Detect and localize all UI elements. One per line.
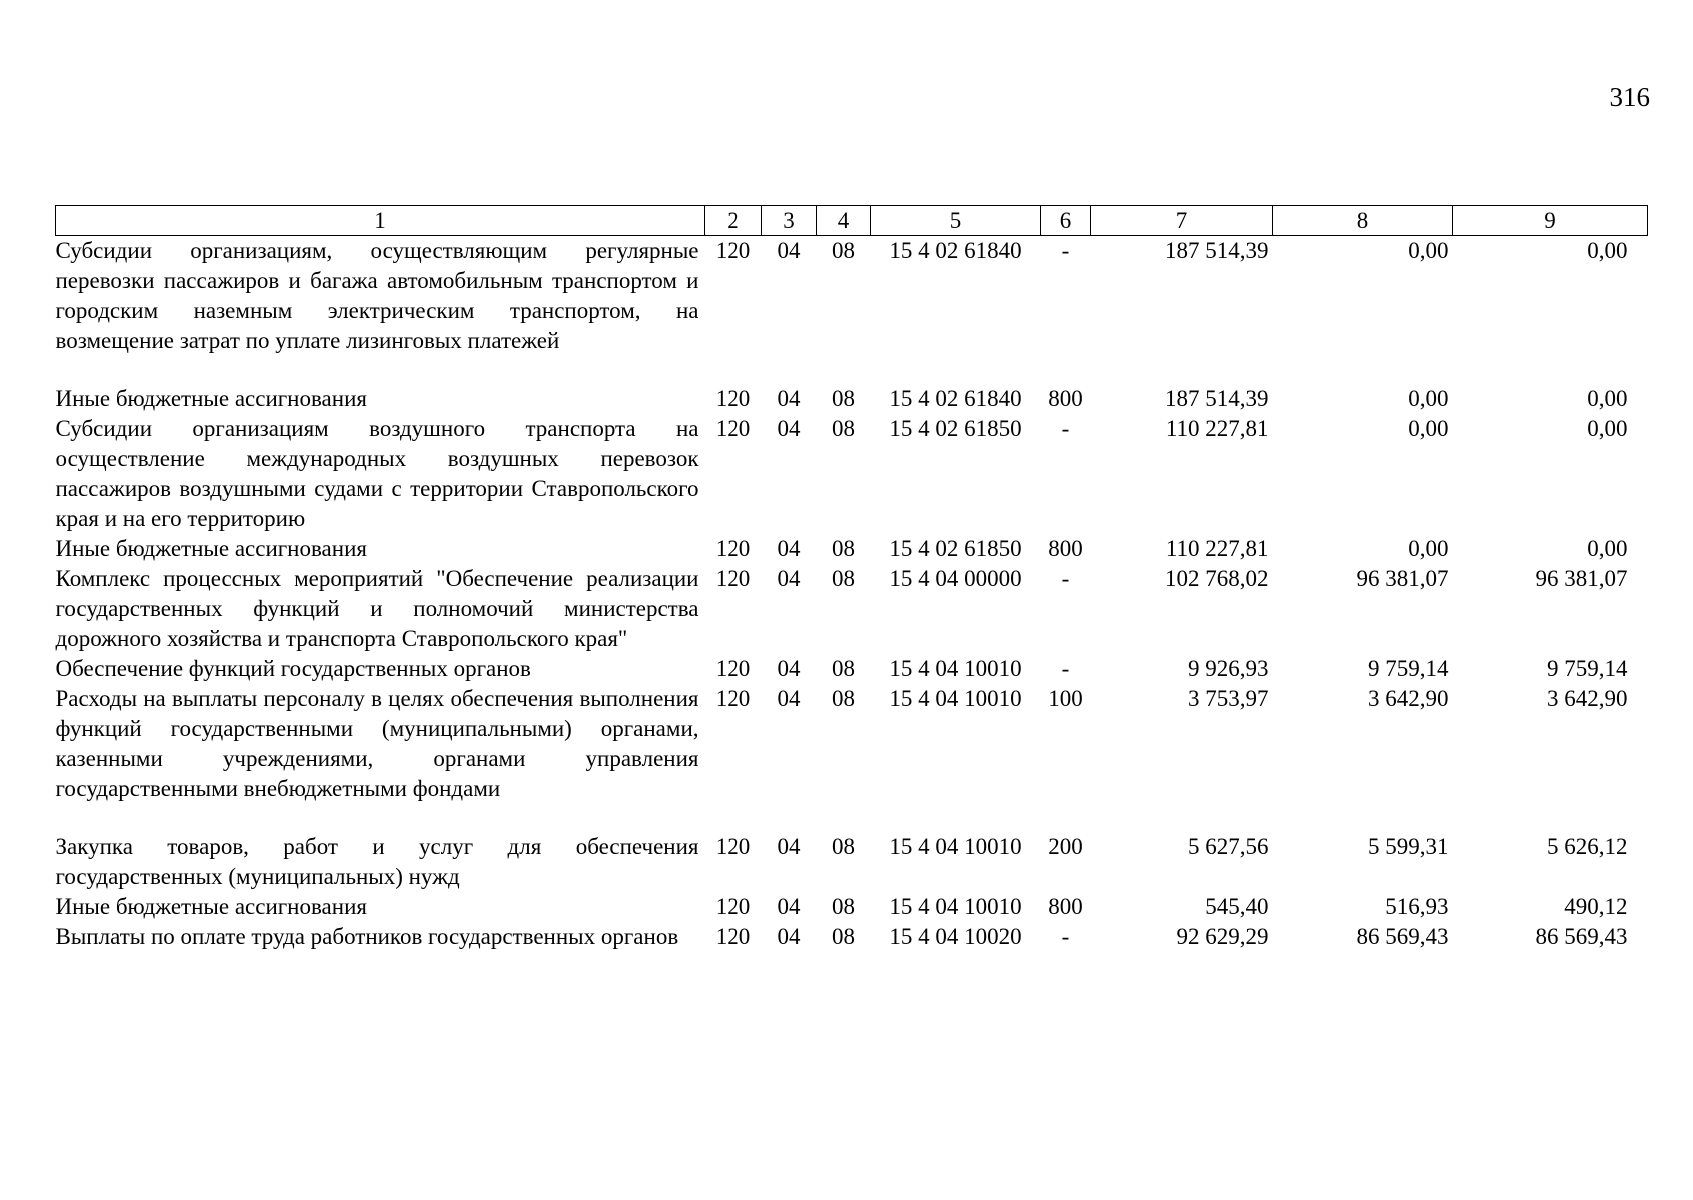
cell-col6: -	[1061, 566, 1070, 591]
cell-col5: 15 4 04 10010	[889, 894, 1022, 919]
cell-col8: 96 381,07	[1356, 566, 1449, 591]
cell-col2: 120	[715, 686, 751, 711]
cell-col7: 102 768,02	[1165, 566, 1269, 591]
table-header-row	[56, 206, 1648, 236]
cell-col8: 0,00	[1408, 536, 1449, 561]
cell-col4: 08	[832, 656, 855, 681]
header-cell: 3	[762, 206, 817, 236]
cell-col9: 0,00	[1587, 386, 1628, 411]
row-name: Иные бюджетные ассигнования	[55, 386, 367, 411]
cell-col3: 04	[777, 386, 801, 411]
cell-col9: 0,00	[1587, 238, 1628, 263]
cell-col6: 100	[1048, 686, 1083, 711]
cell-col4: 08	[832, 894, 855, 919]
header-cell: 7	[1091, 206, 1273, 236]
table-row	[56, 922, 1648, 952]
row-name: Выплаты по оплате труда работников государственных органов	[55, 924, 679, 949]
table-row	[56, 534, 1648, 564]
cell-col8: 0,00	[1408, 416, 1449, 441]
budget-table	[55, 205, 1648, 952]
cell-col6: -	[1061, 416, 1070, 441]
table-row	[56, 564, 1648, 654]
cell-col8: 516,93	[1385, 894, 1449, 919]
cell-col7: 3 753,97	[1188, 686, 1269, 711]
cell-col6: 200	[1048, 834, 1083, 859]
cell-col2: 120	[715, 924, 751, 949]
cell-col7: 545,40	[1205, 894, 1269, 919]
cell-col9: 0,00	[1587, 536, 1628, 561]
table-row	[56, 684, 1648, 832]
cell-col4: 08	[832, 386, 855, 411]
cell-col9: 86 569,43	[1535, 924, 1628, 949]
cell-col9: 5 626,12	[1547, 834, 1628, 859]
table-row	[56, 414, 1648, 534]
cell-col3: 04	[777, 834, 801, 859]
cell-col5: 15 4 02 61840	[889, 238, 1022, 263]
row-name: Субсидии организациям воздушного транспорта на осуществление международных воздушных перевозок пассажиров воздушными судами с территории Ставропольского края и на его территорию	[55, 416, 699, 531]
header-cell: 6	[1041, 206, 1091, 236]
cell-col8: 0,00	[1408, 238, 1449, 263]
cell-col2: 120	[715, 834, 751, 859]
table-row	[56, 832, 1648, 892]
cell-col3: 04	[777, 238, 801, 263]
cell-col6: -	[1061, 238, 1070, 263]
row-name: Комплекс процессных мероприятий "Обеспечение реализации государственных функций и полномочий министерства дорожного хозяйства и транспорта Ставропольского края"	[55, 566, 699, 651]
cell-col2: 120	[715, 238, 751, 263]
row-name: Иные бюджетные ассигнования	[55, 536, 367, 561]
cell-col7: 110 227,81	[1165, 536, 1269, 561]
cell-col5: 15 4 04 10010	[889, 834, 1022, 859]
cell-col7: 92 629,29	[1176, 924, 1269, 949]
cell-col7: 187 514,39	[1165, 238, 1269, 263]
cell-col8: 0,00	[1408, 386, 1449, 411]
cell-col4: 08	[832, 686, 855, 711]
cell-col3: 04	[777, 416, 801, 441]
cell-col6: -	[1061, 924, 1070, 949]
cell-col8: 86 569,43	[1356, 924, 1449, 949]
row-name: Расходы на выплаты персоналу в целях обеспечения выполнения функций государственными (муниципальными) органами, казенными учреждениями, органами управления государственными внебюджетными фондами	[55, 686, 699, 801]
cell-col4: 08	[832, 566, 855, 591]
page-number: 316	[1609, 82, 1650, 112]
cell-col9: 9 759,14	[1547, 656, 1628, 681]
cell-col4: 08	[832, 924, 855, 949]
cell-col3: 04	[777, 924, 801, 949]
cell-col2: 120	[715, 536, 751, 561]
header-cell: 2	[705, 206, 762, 236]
cell-col3: 04	[777, 656, 801, 681]
cell-col3: 04	[777, 894, 801, 919]
table-row	[56, 654, 1648, 684]
cell-col9: 96 381,07	[1535, 566, 1628, 591]
cell-col7: 187 514,39	[1165, 386, 1269, 411]
cell-col2: 120	[715, 566, 751, 591]
cell-col4: 08	[832, 416, 855, 441]
table-row	[56, 892, 1648, 922]
cell-col5: 15 4 02 61840	[889, 386, 1022, 411]
cell-col3: 04	[777, 686, 801, 711]
header-cell: 5	[871, 206, 1041, 236]
cell-col3: 04	[777, 566, 801, 591]
row-name: Иные бюджетные ассигнования	[55, 894, 367, 919]
cell-col9: 3 642,90	[1547, 686, 1628, 711]
cell-col5: 15 4 02 61850	[889, 536, 1022, 561]
row-name: Закупка товаров, работ и услуг для обеспечения государственных (муниципальных) нужд	[55, 834, 699, 889]
cell-col8: 5 599,31	[1368, 834, 1449, 859]
cell-col7: 9 926,93	[1188, 656, 1269, 681]
cell-col8: 9 759,14	[1368, 656, 1449, 681]
cell-col5: 15 4 04 00000	[889, 566, 1022, 591]
cell-col2: 120	[715, 386, 751, 411]
cell-col4: 08	[832, 238, 855, 263]
table-row	[56, 384, 1648, 414]
cell-col5: 15 4 04 10010	[889, 686, 1022, 711]
cell-col8: 3 642,90	[1368, 686, 1449, 711]
cell-col6: 800	[1048, 386, 1083, 411]
cell-col6: 800	[1048, 894, 1083, 919]
cell-col5: 15 4 04 10010	[889, 656, 1022, 681]
cell-col6: -	[1061, 656, 1070, 681]
cell-col6: 800	[1048, 536, 1083, 561]
cell-col7: 5 627,56	[1188, 834, 1269, 859]
row-name: Субсидии организациям, осуществляющим регулярные перевозки пассажиров и багажа автомобильным транспортом и городским наземным электрическим транспортом, на возмещение затрат по уплате лизинговых платежей	[55, 238, 699, 353]
cell-col2: 120	[715, 894, 751, 919]
cell-col9: 0,00	[1587, 416, 1628, 441]
header-cell: 4	[817, 206, 871, 236]
cell-col5: 15 4 02 61850	[889, 416, 1022, 441]
cell-col5: 15 4 04 10020	[889, 924, 1022, 949]
cell-col7: 110 227,81	[1165, 416, 1269, 441]
cell-col3: 04	[777, 536, 801, 561]
row-name: Обеспечение функций государственных органов	[55, 656, 531, 681]
header-cell: 8	[1273, 206, 1453, 236]
cell-col9: 490,12	[1564, 894, 1628, 919]
cell-col4: 08	[832, 536, 855, 561]
table-row	[56, 236, 1648, 385]
cell-col2: 120	[715, 656, 751, 681]
header-cell: 1	[56, 206, 705, 236]
cell-col2: 120	[715, 416, 751, 441]
header-cell: 9	[1453, 206, 1648, 236]
cell-col4: 08	[832, 834, 855, 859]
